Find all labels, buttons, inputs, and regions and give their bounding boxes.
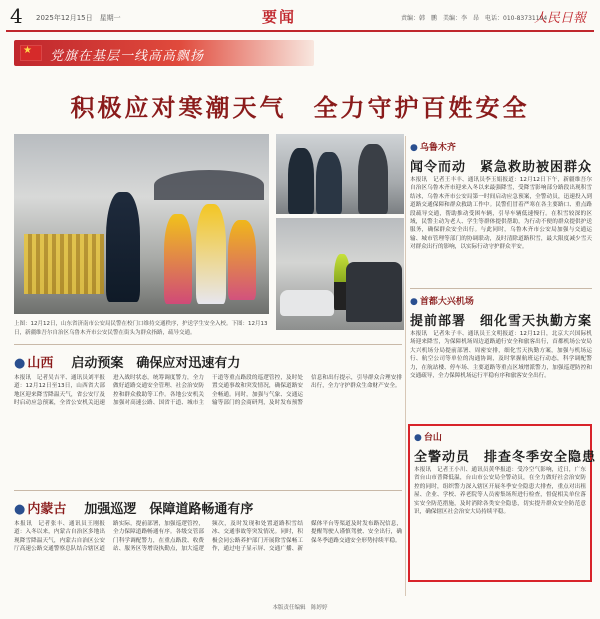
region-label-shanxi: 山西 bbox=[27, 356, 54, 371]
newspaper-logo: 人民日報 bbox=[533, 11, 586, 26]
yellow-barrier bbox=[24, 234, 104, 294]
police-officer-figure bbox=[316, 152, 342, 214]
van bbox=[346, 262, 402, 322]
photo-caption: 上图：12月12日，山东省济南市公安局民警在校门口维持交通秩序，护送学生安全入校。下图：12月13日，新疆维吾尔自治区乌鲁木齐市公安民警在街头为群众指路，疏导交通。 bbox=[14, 321, 268, 336]
location-pin-icon: ● bbox=[14, 356, 26, 371]
student-figure bbox=[196, 204, 226, 304]
section-title: 要闻 bbox=[262, 8, 297, 26]
banner-text: 党旗在基层一线高高飘扬 bbox=[50, 49, 205, 64]
article-title-daxing: 提前部署 细化雪天执勤方案 bbox=[410, 314, 593, 329]
police-officer-figure bbox=[288, 148, 314, 214]
umbrella bbox=[154, 170, 264, 200]
location-pin-icon: ● bbox=[410, 297, 418, 307]
photo-police-street bbox=[276, 134, 404, 214]
article-title-shanxi: 启动预案 确保应对迅速有力 bbox=[71, 356, 241, 371]
car bbox=[280, 290, 334, 316]
location-pin-icon: ● bbox=[14, 502, 26, 517]
article-heading-shanxi bbox=[14, 352, 404, 371]
divider bbox=[410, 288, 592, 289]
citizen-figure bbox=[358, 144, 388, 214]
region-label-urumqi: ● 乌鲁木齐 bbox=[410, 143, 456, 153]
region-label-taishan: ● 台山 bbox=[414, 433, 442, 443]
article-body-urumqi: 本报讯 记者王丰丰、通讯员李玉娟报道：12月12日下午，新疆维吾尔自治区乌鲁木齐市迎来入冬以来最强降雪，受降雪影响部分路段出现积雪结冰，乌鲁木齐市公安局第一时间启动应急预案，全警动员，迅速投入到道路交通保障和群众救助工作中。民警们冒着严寒在各主要路口、重点路段疏导交通，帮助推动受困车辆，引导车辆低速慢行。在积雪较深的区域，民警主动为老人、学生等群体提供帮助，为行动不便的群众提供护送服务，确保群众安全出行。与此同时，乌鲁木齐市公安局加强与交通运输、城市管理等部门的协调联动，及时清除道路积雪，最大限度减少雪天对群众出行的影响，以实际行动守护群众平安。 bbox=[410, 177, 592, 251]
page-number: 4 bbox=[10, 4, 23, 28]
column-banner bbox=[14, 40, 314, 66]
region-label-daxing: ● 首都大兴机场 bbox=[410, 297, 474, 307]
article-body-daxing: 本报讯 记者朱子丰、通讯员王文明报道：12月12日，北京大兴国际机场迎来降雪，为保障机场周边道路通行安全和旅客出行，首都机场公安局大兴机场分局提前部署、周密安排，细化雪天执勤方案，加强与机场运行、航空公司等单位的沟通协调，及时掌握航班运行动态，科学调配警力，在航站楼、停车场、主要道路等重点区域增派警力，加强巡逻防控和交通疏导，全力保障机场运行平稳有序和旅客安全出行。 bbox=[410, 331, 592, 380]
page-headline: 积极应对寒潮天气 全力守护百姓安全 bbox=[70, 93, 530, 122]
masthead bbox=[6, 4, 594, 32]
student-figure bbox=[164, 214, 192, 304]
column-divider bbox=[405, 136, 406, 596]
location-pin-icon: ● bbox=[410, 143, 418, 153]
photo-snowy-road bbox=[276, 218, 404, 330]
article-title-taishan: 全警动员 排查冬季安全隐患 bbox=[414, 450, 597, 465]
article-body-taishan: 本报讯 记者王小川、通讯员黄华报道：受冷空气影响，近日，广东省台山市普降低温，台山市公安局全警动员，在全力做好社会治安防控的同时，组织警力深入辖区开展冬季安全隐患大排查，重点对出租屋、企业、学校、养老院等人员密集场所进行检查，督促相关单位落实安全防范措施，及时消除各类安全隐患，切实提升群众安全防范意识，确保辖区社会治安大局持续平稳。 bbox=[414, 467, 586, 516]
student-figure bbox=[228, 220, 256, 300]
party-flag-icon bbox=[20, 45, 42, 61]
article-body-neimenggu: 本报讯 记者张丰、通讯员王刚报道：入冬以来，内蒙古自治区多地出现降雪降温天气，内蒙古自治区公安厅高速公路交通警察总队结合辖区道路实际，提前部署，加强巡逻管控，全力保障道路畅通有序。各级交管部门科学调配警力，在重点路段、收费站、服务区等增设执勤点，加大巡逻频次，及时发现和处置道路积雪结冰、交通事故等突发情况。同时，积极会同公路养护部门开展除雪保畅工作，通过电子显示屏、交通广播、新媒体平台等渠道及时发布路况信息，提醒驾驶人谨慎驾驶、安全出行，确保冬季道路交通安全形势持续平稳。 bbox=[14, 521, 402, 553]
article-heading-neimenggu bbox=[14, 498, 404, 517]
region-label-neimenggu: 内蒙古 bbox=[27, 502, 67, 517]
article-body-shanxi: 本报讯 记者吴吉平、通讯员刘平报道：12月12日至13日，山西省大部地区迎来降雪降温天气，省公安厅及时启动应急预案，全省公安机关迅速进入战时状态，统筹调度警力，全力做好道路交通安全管理、社会治安防控和群众救助等工作。各地公安机关加强对高速公路、国省干道、城市主干道等重点路段的巡逻管控，及时处置交通事故和突发情况，确保道路安全畅通。同时，加强与气象、交通运输等部门的会商研判，及时发布预警信息和出行提示，引导群众合理安排出行，全力守护群众生命财产安全。 bbox=[14, 375, 402, 407]
article-title-neimenggu: 加强巡逻 保障道路畅通有序 bbox=[84, 502, 254, 517]
article-title-urumqi: 闻令而动 紧急救助被困群众 bbox=[410, 160, 593, 175]
location-pin-icon: ● bbox=[414, 433, 422, 443]
divider bbox=[14, 490, 402, 491]
police-officer-figure bbox=[106, 192, 140, 302]
divider bbox=[14, 344, 402, 345]
photo-police-school-crossing bbox=[14, 134, 269, 314]
page-footer: 本版责任编辑 陈婷婷 bbox=[272, 605, 328, 611]
editor-credits: 责编：韩 鹏 美编：李 昂 电话：010-83731194 bbox=[401, 15, 548, 22]
dateline: 2025年12月15日 星期一 bbox=[36, 14, 121, 22]
